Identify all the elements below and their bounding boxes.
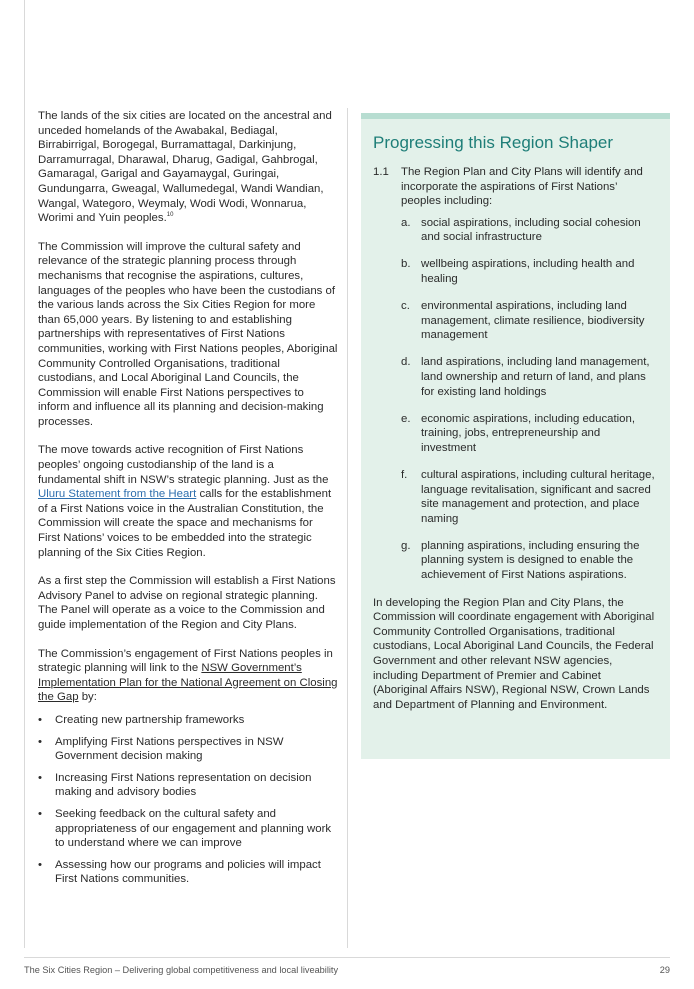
list-item: g. planning aspirations, including ensuring the planning system is designed to enable the achievement of First Nations aspirations. — [401, 539, 640, 582]
list-item: • Creating new partnership frameworks — [38, 713, 245, 726]
list-item: f. cultural aspirations, including cultural heritage, language revitalisation, significant and sacred site management and protection, and place naming — [401, 469, 655, 525]
engagement-paragraph: In developing the Region Plan and City Plans, the Commission will coordinate engagement with Aboriginal Community Controlled Organisations, traditional custodians, Local Aboriginal Land Councils, the Federal Government and other relevant NSW agencies, including Department of Premier and Cabinet (Aboriginal Affairs NSW), Regional NSW, Crown Lands and Department of Planning and Environment. — [373, 596, 655, 711]
footer-title: The Six Cities Region – Delivering global competitiveness and local liveability — [24, 965, 339, 975]
bullet-icon: • — [38, 807, 42, 820]
recognition-paragraph: The move towards active recognition of First Nations peoples’ ongoing custodianship of the land is a fundamental shift in NSW’s strategic planning. Just as the Uluru Statement from the Heart calls for the establishment of a First Nations voice in the Australian Constitution, the Commission will create the space and mechanisms for First Nations’ voices to be embedded into the strategic planning of the Six Cities Region. — [38, 444, 332, 559]
action-text: The Region Plan and City Plans will identify and incorporate the aspirations of First Nations’ peoples including: — [401, 166, 643, 208]
footer-divider — [24, 957, 670, 958]
bullet-icon: • — [38, 771, 42, 784]
closing-the-gap-paragraph: The Commission’s engagement of First Nations peoples in strategic planning will link to the NSW Government’s Implementation Plan for the National Agreement on Closing the Gap by: — [38, 647, 338, 704]
homelands-paragraph: The lands of the six cities are located on the ancestral and unceded homelands of the Awabakal, Bediagal, Birrabirrigal, Borogegal, Burramattagal, Darkinjung, Darramurragal, Dharawal, Dharug, Gadigal, Gahbrogal, Gamaragal, Garigal and Gayamaygal, Guringai, Gundungarra, Gweagal, Wallumedegal, Wandi Wandian, Wangal, Wategoro, Weymaly, Wodi Wodi, Wonnarua, Worimi and Yuin peoples.$^{10}$ — [38, 110, 332, 225]
region-shaper-panel — [361, 113, 670, 759]
bullet-icon: • — [38, 858, 42, 871]
list-item: • Seeking feedback on the cultural safety and appropriateness of our engagement and planning work to understand where we can improve — [38, 807, 332, 850]
aspirations-list — [373, 216, 658, 583]
action-intro — [373, 165, 658, 209]
commitments-list — [38, 713, 338, 887]
main-text-column — [38, 109, 338, 894]
list-item: • Increasing First Nations representation on decision making and advisory bodies — [38, 771, 312, 799]
list-item: e. economic aspirations, including education, training, jobs, entrepreneurship and investment — [401, 412, 636, 454]
uluru-statement-link[interactable]: Uluru Statement from the Heart — [38, 488, 197, 501]
list-item: • Assessing how our programs and policies will impact First Nations communities. — [38, 858, 321, 886]
footnote-ref[interactable]: 10 — [166, 212, 174, 219]
action-number: 1.1 — [373, 166, 389, 178]
page-margin-rule — [24, 0, 25, 948]
list-item: • Amplifying First Nations perspectives in NSW Government decision making — [38, 735, 284, 763]
bullet-icon: • — [38, 735, 42, 748]
implementation-plan-link[interactable]: NSW Government’s Implementation Plan for the National Agreement on Closing the Gap — [38, 662, 338, 704]
list-item: c. environmental aspirations, including land management, climate resilience, biodiversity management — [401, 300, 645, 342]
page-number: 29 — [659, 965, 670, 975]
cultural-safety-paragraph: The Commission will improve the cultural safety and relevance of the strategic planning process through mechanisms that recognise the aspirations, cultures, languages of the peoples who have been the custodians of the various lands across the Six Cities Region for more than 65,000 years. By listening to and establishing partnerships with representatives of First Nations communities, working with First Nations peoples, Aboriginal Community Controlled Organisations, traditional custodians, and Local Aboriginal Land Councils, the Commission will enable First Nations perspectives to inform and influence all its planning and decision-making processes. — [38, 240, 338, 428]
column-divider — [347, 108, 348, 948]
panel-title: Progressing this Region Shaper — [373, 133, 614, 152]
bullet-icon: • — [38, 713, 42, 726]
list-item: b. wellbeing aspirations, including health and healing — [401, 258, 635, 286]
advisory-panel-paragraph: As a first step the Commission will establish a First Nations Advisory Panel to advise on regional strategic planning. The Panel will operate as a voice to the Commission and guide implementation of the Region and City Plans. — [38, 575, 336, 631]
list-item: d. land aspirations, including land management, land ownership and return of land, and plans for existing land holdings — [401, 356, 650, 398]
list-item: a. social aspirations, including social cohesion and social infrastructure — [401, 216, 641, 244]
